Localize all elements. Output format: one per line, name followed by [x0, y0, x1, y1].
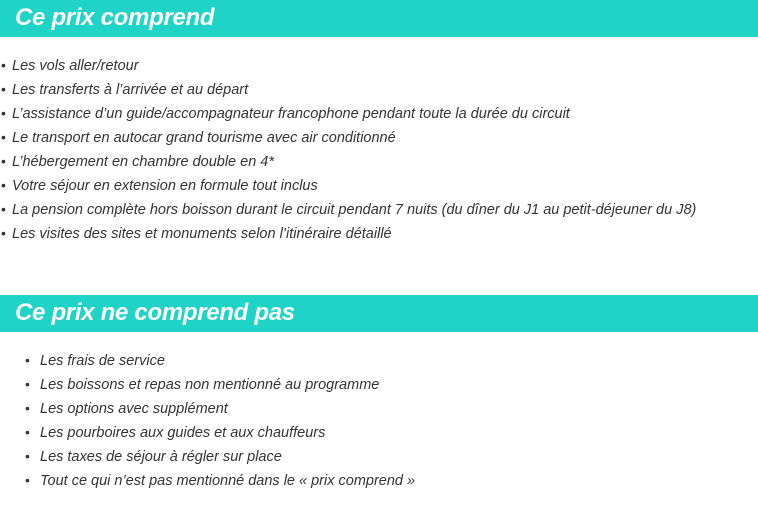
- list-item-text: L’assistance d’un guide/accompagnateur francophone pendant toute la durée du circuit: [12, 106, 570, 122]
- bullet-icon: •: [1, 225, 6, 241]
- list-item: [1, 173, 696, 197]
- list-item: [25, 420, 415, 444]
- list-item-text: La pension complète hors boisson durant le circuit pendant 7 nuits (du dîner du J1 au petit-déjeuner du J8): [12, 202, 697, 218]
- bullet-icon: •: [1, 57, 6, 73]
- excluded-section-title: Ce prix ne comprend pas: [15, 299, 295, 326]
- list-item-text: L’hébergement en chambre double en 4*: [12, 154, 274, 170]
- list-item: [1, 77, 696, 101]
- bullet-icon: •: [1, 129, 6, 145]
- list-item-text: Les taxes de séjour à régler sur place: [40, 449, 282, 465]
- list-item-text: Le transport en autocar grand tourisme avec air conditionné: [12, 130, 396, 146]
- bullet-icon: •: [25, 352, 30, 368]
- included-section-header: [0, 0, 758, 37]
- excluded-section-header: [0, 295, 758, 332]
- included-section-title: Ce prix comprend: [15, 4, 215, 31]
- bullet-icon: •: [1, 153, 6, 169]
- list-item-text: Les visites des sites et monuments selon l’itinéraire détaillé: [12, 226, 392, 242]
- list-item: [25, 348, 415, 372]
- list-item-text: Les vols aller/retour: [12, 58, 139, 74]
- bullet-icon: •: [1, 81, 6, 97]
- list-item-text: Les boissons et repas non mentionné au programme: [40, 377, 380, 393]
- included-list: [1, 53, 696, 245]
- list-item: [1, 125, 696, 149]
- list-item: [25, 468, 415, 492]
- bullet-icon: •: [25, 448, 30, 464]
- bullet-icon: •: [25, 400, 30, 416]
- list-item: [25, 372, 415, 396]
- list-item-text: Les options avec supplément: [40, 401, 228, 417]
- list-item: [1, 101, 696, 125]
- list-item: [1, 53, 696, 77]
- list-item: [1, 197, 696, 221]
- list-item: [25, 444, 415, 468]
- list-item-text: Votre séjour en extension en formule tout inclus: [12, 178, 318, 194]
- list-item: [1, 149, 696, 173]
- list-item-text: Les pourboires aux guides et aux chauffeurs: [40, 425, 326, 441]
- bullet-icon: •: [25, 376, 30, 392]
- list-item: [25, 396, 415, 420]
- bullet-icon: •: [1, 177, 6, 193]
- bullet-icon: •: [1, 105, 6, 121]
- list-item-text: Les frais de service: [40, 353, 165, 369]
- excluded-list: [25, 348, 415, 492]
- list-item: [1, 221, 696, 245]
- list-item-text: Tout ce qui n’est pas mentionné dans le « prix comprend »: [40, 473, 416, 489]
- bullet-icon: •: [25, 424, 30, 440]
- bullet-icon: •: [25, 472, 30, 488]
- list-item-text: Les transferts à l’arrivée et au départ: [12, 82, 249, 98]
- bullet-icon: •: [1, 201, 6, 217]
